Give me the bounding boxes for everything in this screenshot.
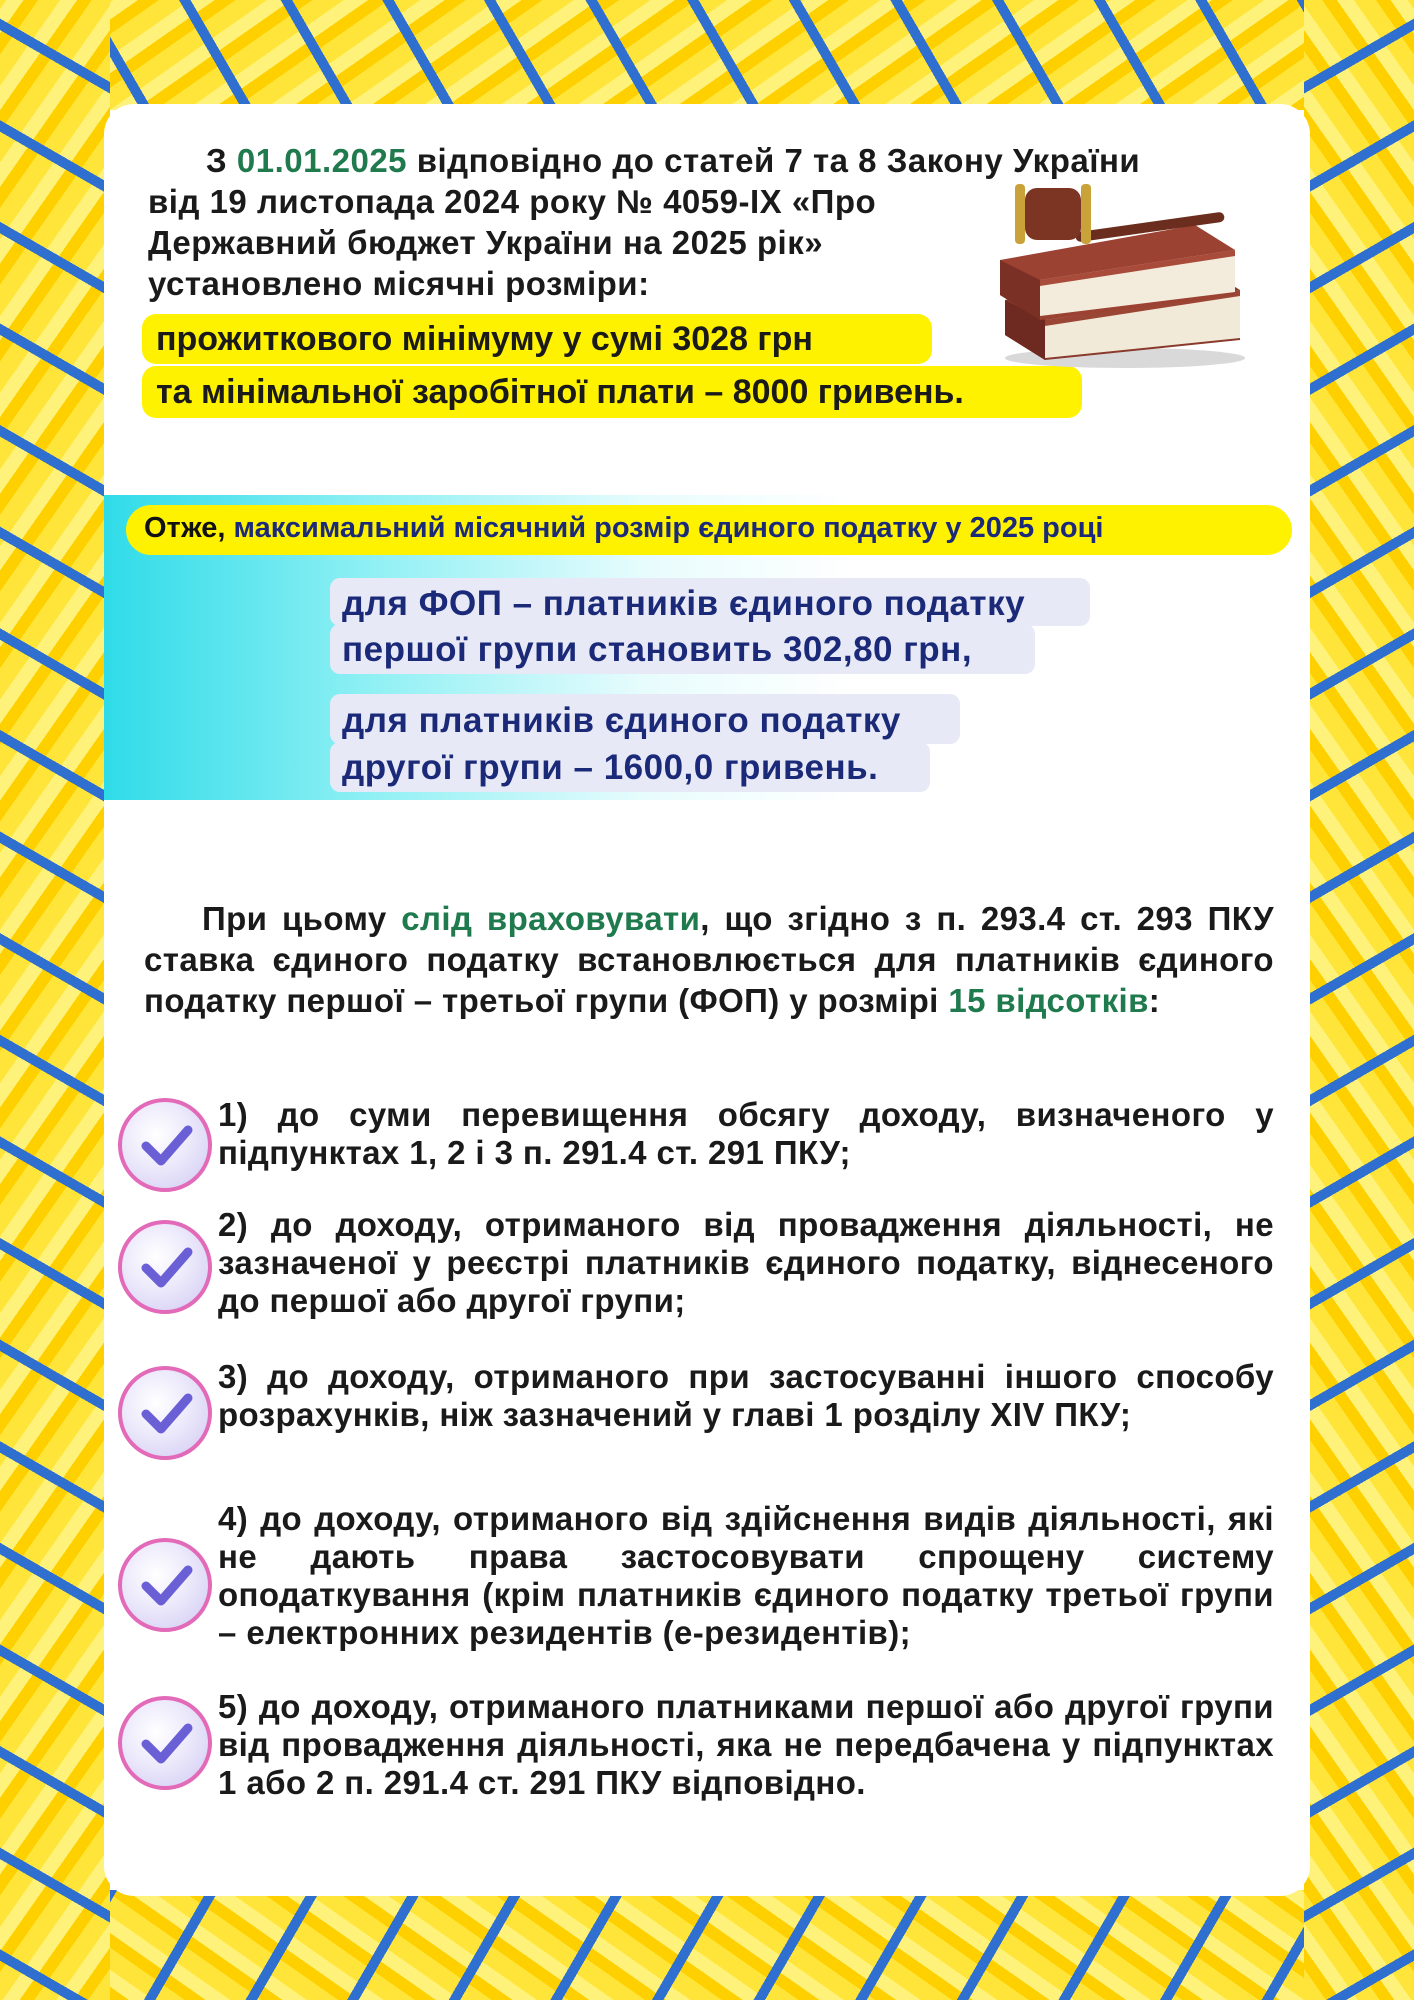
subsistence-minimum-text: прожиткового мінімуму у сумі 3028 грн — [156, 320, 813, 358]
list-item-text: 5) до доходу, отриманого платниками першої або другої групи від провадження діяльності, яка не передбачена у підпунктах 1 або 2 п. 291.4 ст. 291 ПКУ відповідно. — [218, 1688, 1274, 1801]
border-top-ornament — [0, 0, 1414, 110]
list-item-text: 3) до доходу, отриманого при застосуванні іншого способу розрахунків, ніж зазначений у главі 1 розділу XIV ПКУ; — [218, 1358, 1274, 1433]
border-left-ornament — [0, 0, 110, 2000]
intro-line-2: від 19 листопада 2024 року № 4059-IX «Про — [148, 183, 877, 220]
group1-text-line1: для ФОП – платників єдиного податку — [342, 584, 1026, 623]
conclusion-prefix: Отже, — [144, 512, 226, 544]
checkmark-icon — [118, 1366, 212, 1460]
group2-text-line2: другої групи – 1600,0 гривень. — [342, 748, 879, 787]
para-emphasis2: 15 відсотків — [948, 982, 1149, 1019]
border-right-ornament — [1304, 0, 1414, 2000]
para-part1: При цьому — [202, 900, 387, 937]
group1-text-line2: першої групи становить 302,80 грн, — [342, 630, 973, 669]
law-books-gavel-illustration — [985, 170, 1255, 370]
intro-line-3: Державний бюджет України на 2025 рік» — [148, 224, 824, 261]
para-part3: : — [1148, 982, 1161, 1019]
intro-lead: З — [206, 142, 228, 179]
border-bottom-ornament — [0, 1890, 1414, 2000]
conclusion-rest: максимальний місячний розмір єдиного податку у 2025 році — [233, 512, 1104, 544]
checkmark-icon — [118, 1696, 212, 1790]
intro-line-4: установлено місячні розміри: — [148, 265, 650, 302]
list-item-text: 4) до доходу, отриманого від здійснення видів діяльності, які не дають права застосовувати спрощену систему оподаткування (крім платників єдиного податку третьої групи – електронних резидентів (е-резидентів); — [218, 1500, 1274, 1651]
para-part2: , що згідно з п. 293.4 ст. 293 ПКУ ставка єдиного податку встановлюється для платників єдиного податку першої – третьої групи (ФОП) у розмірі — [144, 900, 1274, 1019]
tax-rate-paragraph — [144, 898, 1274, 1021]
list-item-text: 2) до доходу, отриманого від провадження діяльності, не зазначеної у реєстрі платників єдиного податку, віднесеного до першої або другої групи; — [218, 1206, 1274, 1319]
para-emphasis1: слід враховувати — [401, 900, 701, 937]
checkmark-icon — [118, 1538, 212, 1632]
checkmark-icon — [118, 1220, 212, 1314]
list-item-text: 1) до суми перевищення обсягу доходу, визначеного у підпунктах 1, 2 і 3 п. 291.4 ст. 291 ПКУ; — [218, 1096, 1274, 1171]
intro-date: 01.01.2025 — [236, 142, 408, 179]
group2-text-line1: для платників єдиного податку — [342, 701, 901, 740]
intro-line-1-rest: відповідно до статей 7 та 8 Закону України — [416, 142, 1141, 179]
minimum-wage-text: та мінімальної заробітної плати – 8000 гривень. — [156, 373, 964, 411]
conclusion-text — [144, 512, 1103, 545]
checkmark-icon — [118, 1098, 212, 1192]
